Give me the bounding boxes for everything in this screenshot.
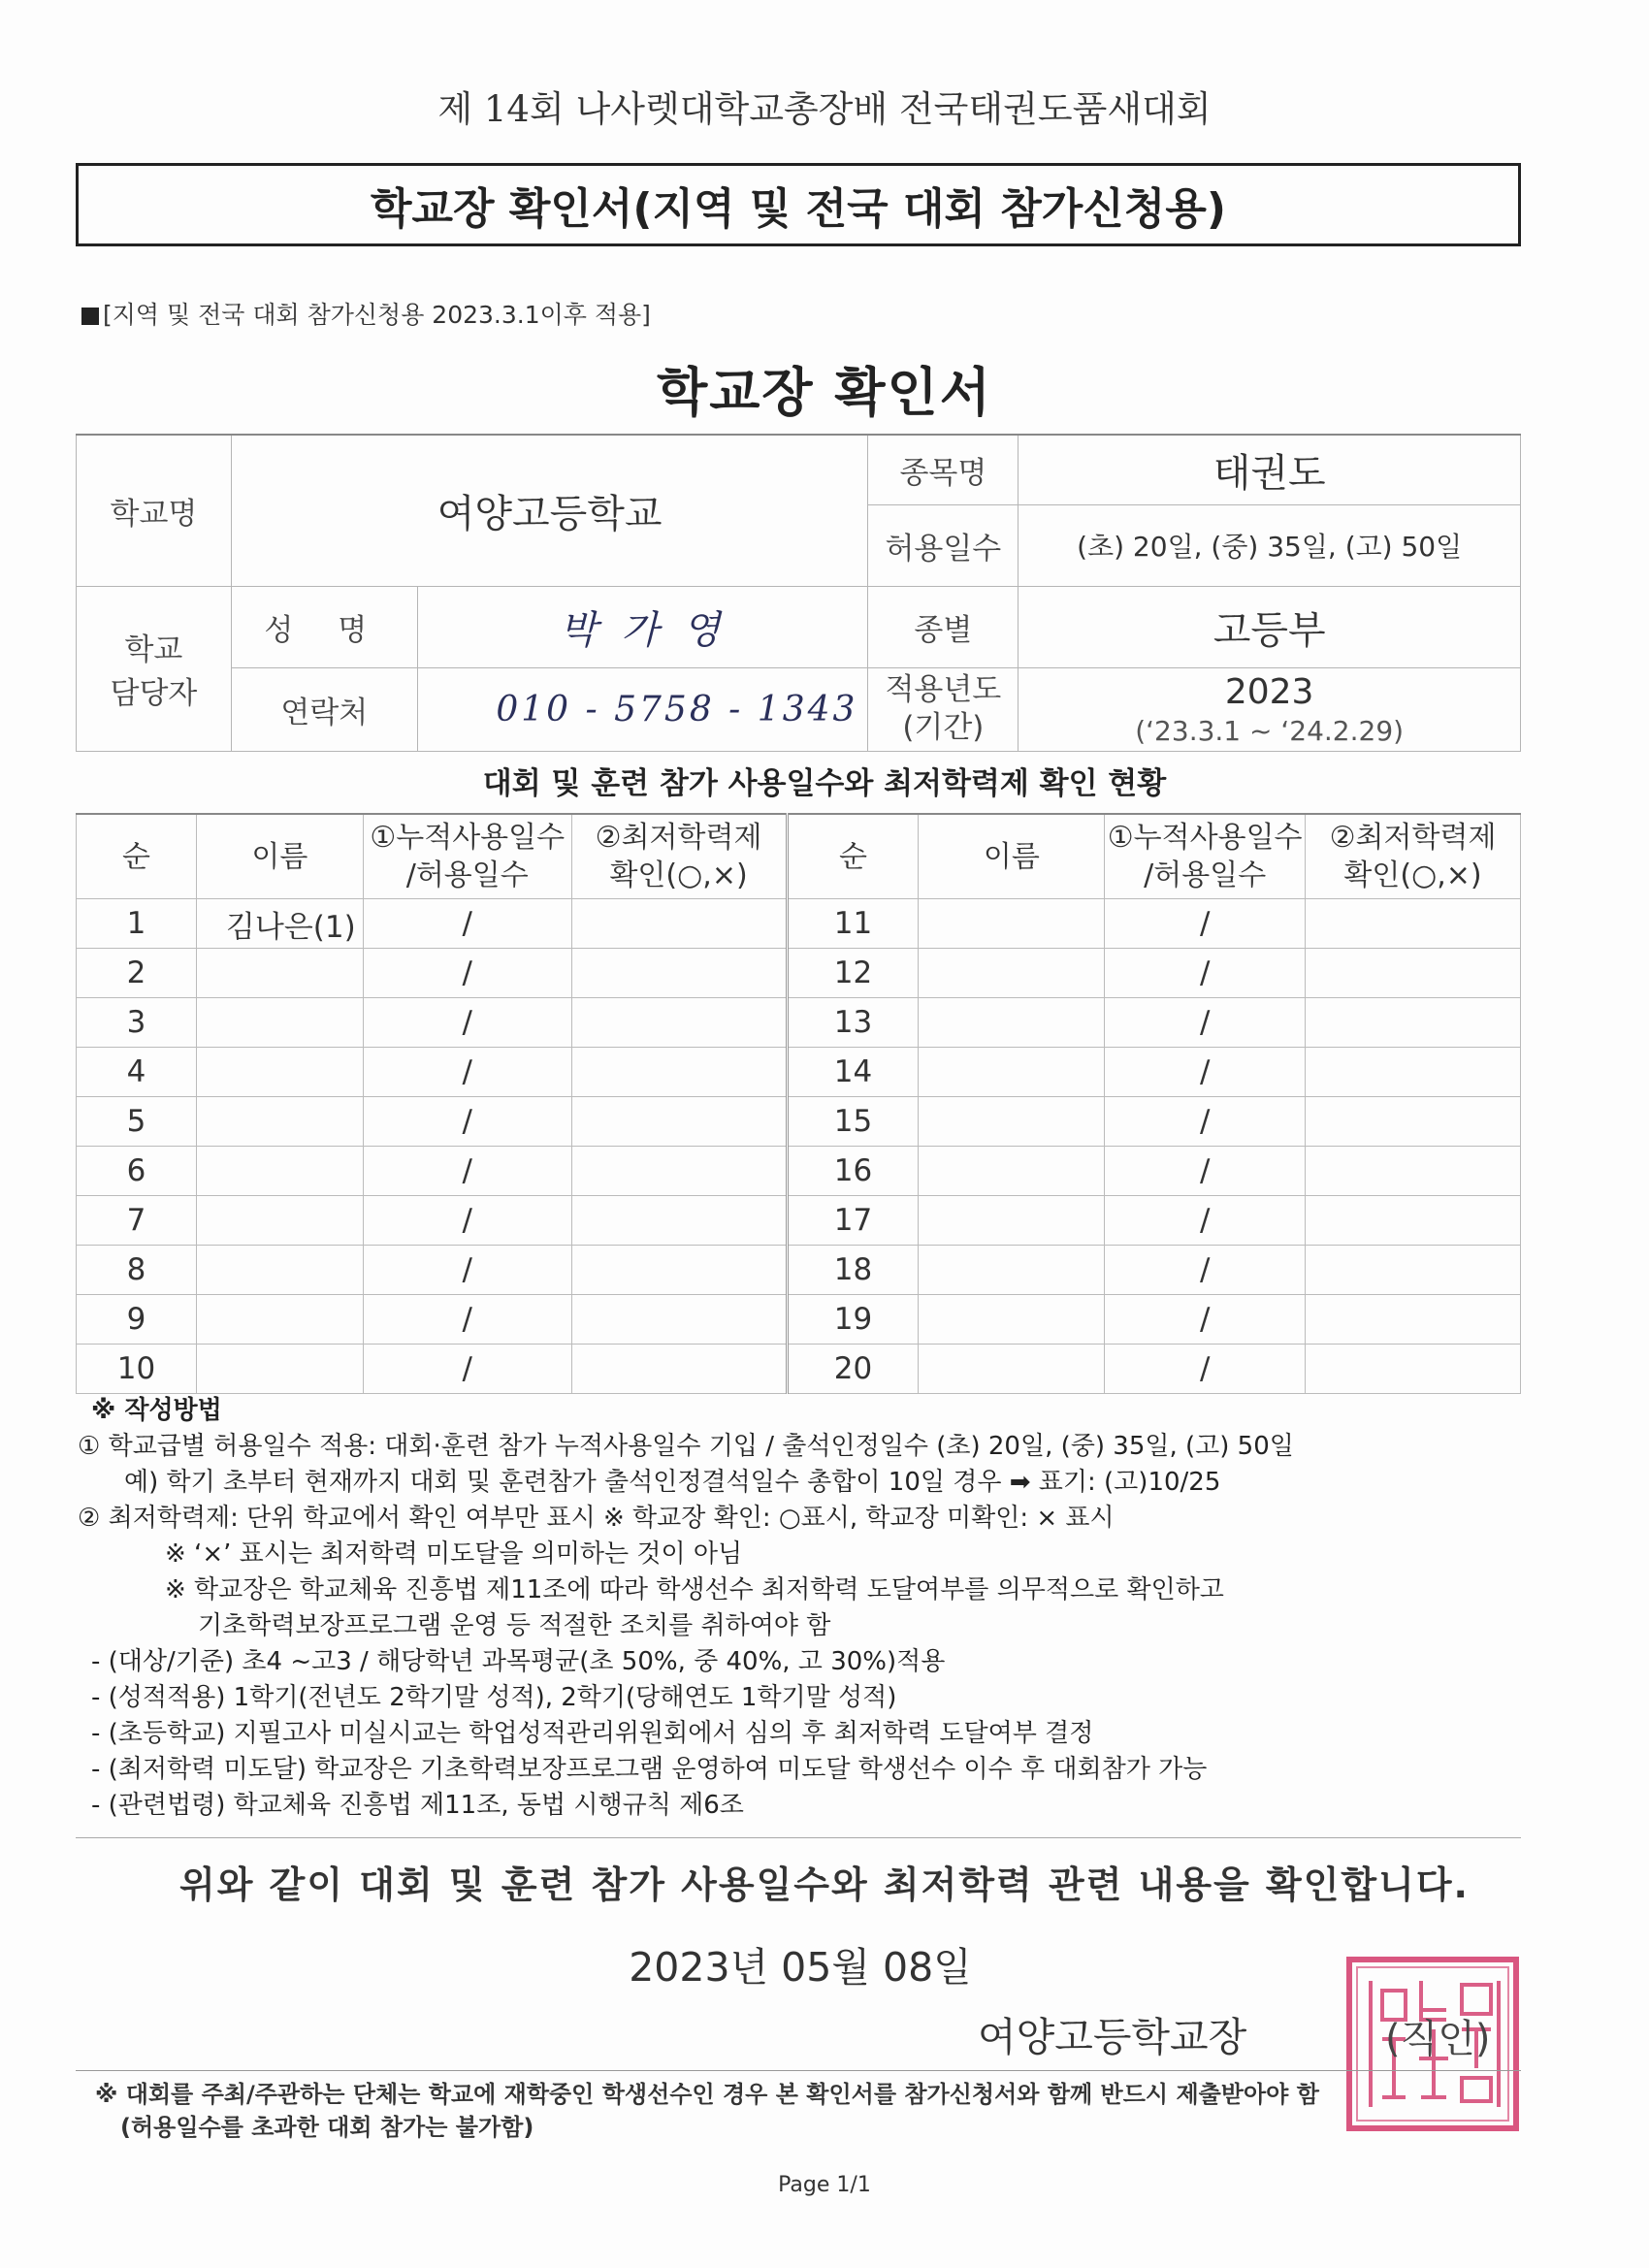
roster-row xyxy=(77,899,1521,949)
writing-method xyxy=(78,1393,1533,1824)
row-check-left xyxy=(571,1295,787,1345)
row-name-right xyxy=(919,1246,1105,1295)
method-line: ① 학교급별 허용일수 적용: 대회·훈련 참가 누적사용일수 기입 / 출석인정일수 (초) 20일, (중) 35일, (고) 50일 xyxy=(78,1432,1294,1461)
year-label-line1: 적용년도 xyxy=(885,672,1002,708)
method-line: ※ ‘×’ 표시는 최저학력 미도달을 의미하는 것이 아님 xyxy=(165,1539,743,1569)
divider xyxy=(76,2070,1521,2071)
header-no-right: 순 xyxy=(787,814,919,899)
row-days-right: / xyxy=(1105,1097,1306,1147)
header-check-line2: 확인(○,×) xyxy=(1343,859,1482,892)
notice-text: [지역 및 전국 대회 참가신청용 2023.3.1이후 적용] xyxy=(103,301,651,329)
black-square-icon xyxy=(81,308,99,325)
method-line: ② 최저학력제: 단위 학교에서 확인 여부만 표시 ※ 학교장 확인: ○표시, 학교장 미확인: × 표시 xyxy=(78,1504,1115,1533)
event-value: 태권도 xyxy=(1018,435,1521,504)
method-line: - (대상/기준) 초4 ~고3 / 해당학년 과목평균(초 50%, 중 40%, 고 30%)적용 xyxy=(91,1647,946,1676)
row-name-right xyxy=(919,1097,1105,1147)
row-no-right: 11 xyxy=(787,899,919,949)
handwritten-name: 박 가 영 xyxy=(559,607,727,653)
row-days-left: / xyxy=(363,1196,571,1246)
row-name-right xyxy=(919,1345,1105,1394)
row-no-left: 9 xyxy=(77,1295,197,1345)
divider xyxy=(76,1837,1521,1838)
division-value: 고등부 xyxy=(1018,586,1521,667)
document-title-box: 학교장 확인서(지역 및 전국 대회 참가신청용) xyxy=(76,163,1521,246)
roster-table xyxy=(76,813,1521,1394)
person-name-label: 성 명 xyxy=(231,586,417,667)
roster-row xyxy=(77,1048,1521,1097)
header-name-right: 이름 xyxy=(919,814,1105,899)
row-name-left: 김나은(1) xyxy=(196,899,363,949)
school-info-table xyxy=(76,434,1521,752)
footnote xyxy=(95,2078,1319,2144)
school-name-label: 학교명 xyxy=(77,435,232,586)
row-days-right: / xyxy=(1105,1147,1306,1196)
row-check-right xyxy=(1306,1246,1521,1295)
period-value: (‘23.3.1 ~ ‘24.2.29) xyxy=(1135,715,1405,747)
roster-title: 대회 및 훈련 참가 사용일수와 최저학력제 확인 현황 xyxy=(482,766,1167,801)
method-line: 기초학력보장프로그램 운영 등 적절한 조치를 취하여야 함 xyxy=(198,1611,831,1640)
row-days-left: / xyxy=(363,1295,571,1345)
confirmation-statement: 위와 같이 대회 및 훈련 참가 사용일수와 최저학력 관련 내용을 확인합니다. xyxy=(179,1863,1470,1906)
allowed-days-label: 허용일수 xyxy=(868,504,1018,586)
row-days-left: / xyxy=(363,1345,571,1394)
row-name-left xyxy=(196,1345,363,1394)
row-check-left xyxy=(571,1097,787,1147)
row-name-right xyxy=(919,949,1105,998)
row-no-left: 7 xyxy=(77,1196,197,1246)
row-check-right xyxy=(1306,949,1521,998)
row-days-left: / xyxy=(363,998,571,1048)
row-no-right: 15 xyxy=(787,1097,919,1147)
header-check-line2: 확인(○,×) xyxy=(609,859,748,892)
row-no-left: 10 xyxy=(77,1345,197,1394)
year-label-line2: (기간) xyxy=(902,710,985,745)
row-days-right: / xyxy=(1105,1246,1306,1295)
row-check-left xyxy=(571,1196,787,1246)
header-no-left: 순 xyxy=(77,814,197,899)
row-check-left xyxy=(571,949,787,998)
row-days-left: / xyxy=(363,1246,571,1295)
header-days-line2: /허용일수 xyxy=(405,859,529,892)
row-days-left: / xyxy=(363,899,571,949)
row-name-left xyxy=(196,1147,363,1196)
method-line: - (성적적용) 1학기(전년도 2학기말 성적), 2학기(당해연도 1학기말 성적) xyxy=(91,1683,897,1712)
row-check-left xyxy=(571,1246,787,1295)
seal-label: (직인) xyxy=(1385,2017,1491,2061)
row-days-right: / xyxy=(1105,998,1306,1048)
year-value-cell xyxy=(1018,667,1521,751)
row-check-right xyxy=(1306,1295,1521,1345)
school-name-value: 여양고등학교 xyxy=(231,435,868,586)
row-name-right xyxy=(919,1295,1105,1345)
method-line: - (관련법령) 학교체육 진흥법 제11조, 동법 시행규칙 제6조 xyxy=(91,1791,744,1820)
row-check-right xyxy=(1306,1345,1521,1394)
header-days-line1: ①누적사용일수 xyxy=(1107,821,1303,855)
row-days-right: / xyxy=(1105,1048,1306,1097)
footnote-line1: ※ 대회를 주최/주관하는 단체는 학교에 재학중인 학생선수인 경우 본 확인서를 참가신청서와 함께 반드시 제출받아야 함 xyxy=(95,2081,1319,2108)
page-number: Page 1/1 xyxy=(778,2173,871,2197)
row-no-right: 19 xyxy=(787,1295,919,1345)
row-days-right: / xyxy=(1105,1196,1306,1246)
roster-header-row xyxy=(77,814,1521,899)
row-no-right: 12 xyxy=(787,949,919,998)
row-no-right: 20 xyxy=(787,1345,919,1394)
row-days-left: / xyxy=(363,949,571,998)
row-no-left: 2 xyxy=(77,949,197,998)
header-days-line2: /허용일수 xyxy=(1144,859,1267,892)
event-label: 종목명 xyxy=(868,435,1018,504)
method-line: - (초등학교) 지필고사 미실시교는 학업성적관리위원회에서 심의 후 최저학력 도달여부 결정 xyxy=(91,1719,1094,1748)
header-check-left xyxy=(571,814,787,899)
roster-row xyxy=(77,1345,1521,1394)
roster-row xyxy=(77,1097,1521,1147)
row-no-right: 14 xyxy=(787,1048,919,1097)
roster-row xyxy=(77,1196,1521,1246)
row-days-left: / xyxy=(363,1147,571,1196)
row-name-right xyxy=(919,1048,1105,1097)
row-check-right xyxy=(1306,1048,1521,1097)
row-check-right xyxy=(1306,1097,1521,1147)
row-check-left xyxy=(571,1048,787,1097)
row-days-right: / xyxy=(1105,1295,1306,1345)
header-check-line1: ②최저학력제 xyxy=(595,821,762,855)
roster-row xyxy=(77,1246,1521,1295)
row-no-right: 17 xyxy=(787,1196,919,1246)
row-no-left: 4 xyxy=(77,1048,197,1097)
year-label xyxy=(868,667,1018,751)
header-days-right xyxy=(1105,814,1306,899)
row-days-right: / xyxy=(1105,1345,1306,1394)
row-check-right xyxy=(1306,1196,1521,1246)
event-title: 제 14회 나사렛대학교총장배 전국태권도품새대회 xyxy=(437,88,1212,130)
header-days-line1: ①누적사용일수 xyxy=(370,821,566,855)
header-days-left xyxy=(363,814,571,899)
row-name-left xyxy=(196,1048,363,1097)
division-label: 종별 xyxy=(868,586,1018,667)
row-check-right xyxy=(1306,1147,1521,1196)
notice-line xyxy=(81,296,651,331)
row-name-left xyxy=(196,1246,363,1295)
handwritten-phone: 010 - 5758 - 1343 xyxy=(496,689,858,729)
row-no-left: 8 xyxy=(77,1246,197,1295)
header-check-line1: ②최저학력제 xyxy=(1329,821,1497,855)
manager-label-line1: 학교 xyxy=(124,632,183,667)
manager-label-line2: 담당자 xyxy=(110,676,198,711)
principal-title: 여양고등학교장 xyxy=(978,2014,1247,2060)
row-check-right xyxy=(1306,899,1521,949)
form-title: 학교장 확인서 xyxy=(657,362,992,423)
row-no-left: 3 xyxy=(77,998,197,1048)
roster-row xyxy=(77,949,1521,998)
roster-body xyxy=(77,899,1521,1394)
row-days-left: / xyxy=(363,1048,571,1097)
row-no-right: 18 xyxy=(787,1246,919,1295)
contact-value xyxy=(417,667,868,751)
row-no-right: 16 xyxy=(787,1147,919,1196)
roster-row xyxy=(77,1147,1521,1196)
row-days-right: / xyxy=(1105,899,1306,949)
row-no-left: 1 xyxy=(77,899,197,949)
row-days-right: / xyxy=(1105,949,1306,998)
row-name-left xyxy=(196,949,363,998)
row-no-left: 5 xyxy=(77,1097,197,1147)
contact-label: 연락처 xyxy=(231,667,417,751)
method-line: - (최저학력 미도달) 학교장은 기초학력보장프로그램 운영하여 미도달 학생선수 이수 후 대회참가 가능 xyxy=(91,1755,1208,1784)
roster-row xyxy=(77,1295,1521,1345)
row-check-left xyxy=(571,1147,787,1196)
roster-row xyxy=(77,998,1521,1048)
method-heading: ※ 작성방법 xyxy=(91,1396,222,1425)
row-no-left: 6 xyxy=(77,1147,197,1196)
year-value: 2023 xyxy=(1224,672,1314,712)
row-name-left xyxy=(196,1196,363,1246)
person-name-value xyxy=(417,586,868,667)
row-check-left xyxy=(571,1345,787,1394)
footnote-line2: (허용일수를 초과한 대회 참가는 불가함) xyxy=(120,2114,534,2141)
row-name-left xyxy=(196,1295,363,1345)
allowed-days-value: (초) 20일, (중) 35일, (고) 50일 xyxy=(1018,504,1521,586)
row-name-right xyxy=(919,998,1105,1048)
row-name-right xyxy=(919,1196,1105,1246)
manager-label xyxy=(77,586,232,751)
method-line: ※ 학교장은 학교체육 진흥법 제11조에 따라 학생선수 최저학력 도달여부를 의무적으로 확인하고 xyxy=(165,1575,1224,1604)
row-name-left xyxy=(196,1097,363,1147)
issue-date: 2023년 05월 08일 xyxy=(629,1944,972,1991)
row-no-right: 13 xyxy=(787,998,919,1048)
row-name-left xyxy=(196,998,363,1048)
method-line: 예) 학기 초부터 현재까지 대회 및 훈련참가 출석인정결석일수 총합이 10일 경우 ➡ 표기: (고)10/25 xyxy=(124,1468,1221,1497)
row-days-left: / xyxy=(363,1097,571,1147)
row-name-right xyxy=(919,899,1105,949)
header-check-right xyxy=(1306,814,1521,899)
row-check-right xyxy=(1306,998,1521,1048)
row-check-left xyxy=(571,899,787,949)
header-name-left: 이름 xyxy=(196,814,363,899)
row-check-left xyxy=(571,998,787,1048)
row-name-right xyxy=(919,1147,1105,1196)
